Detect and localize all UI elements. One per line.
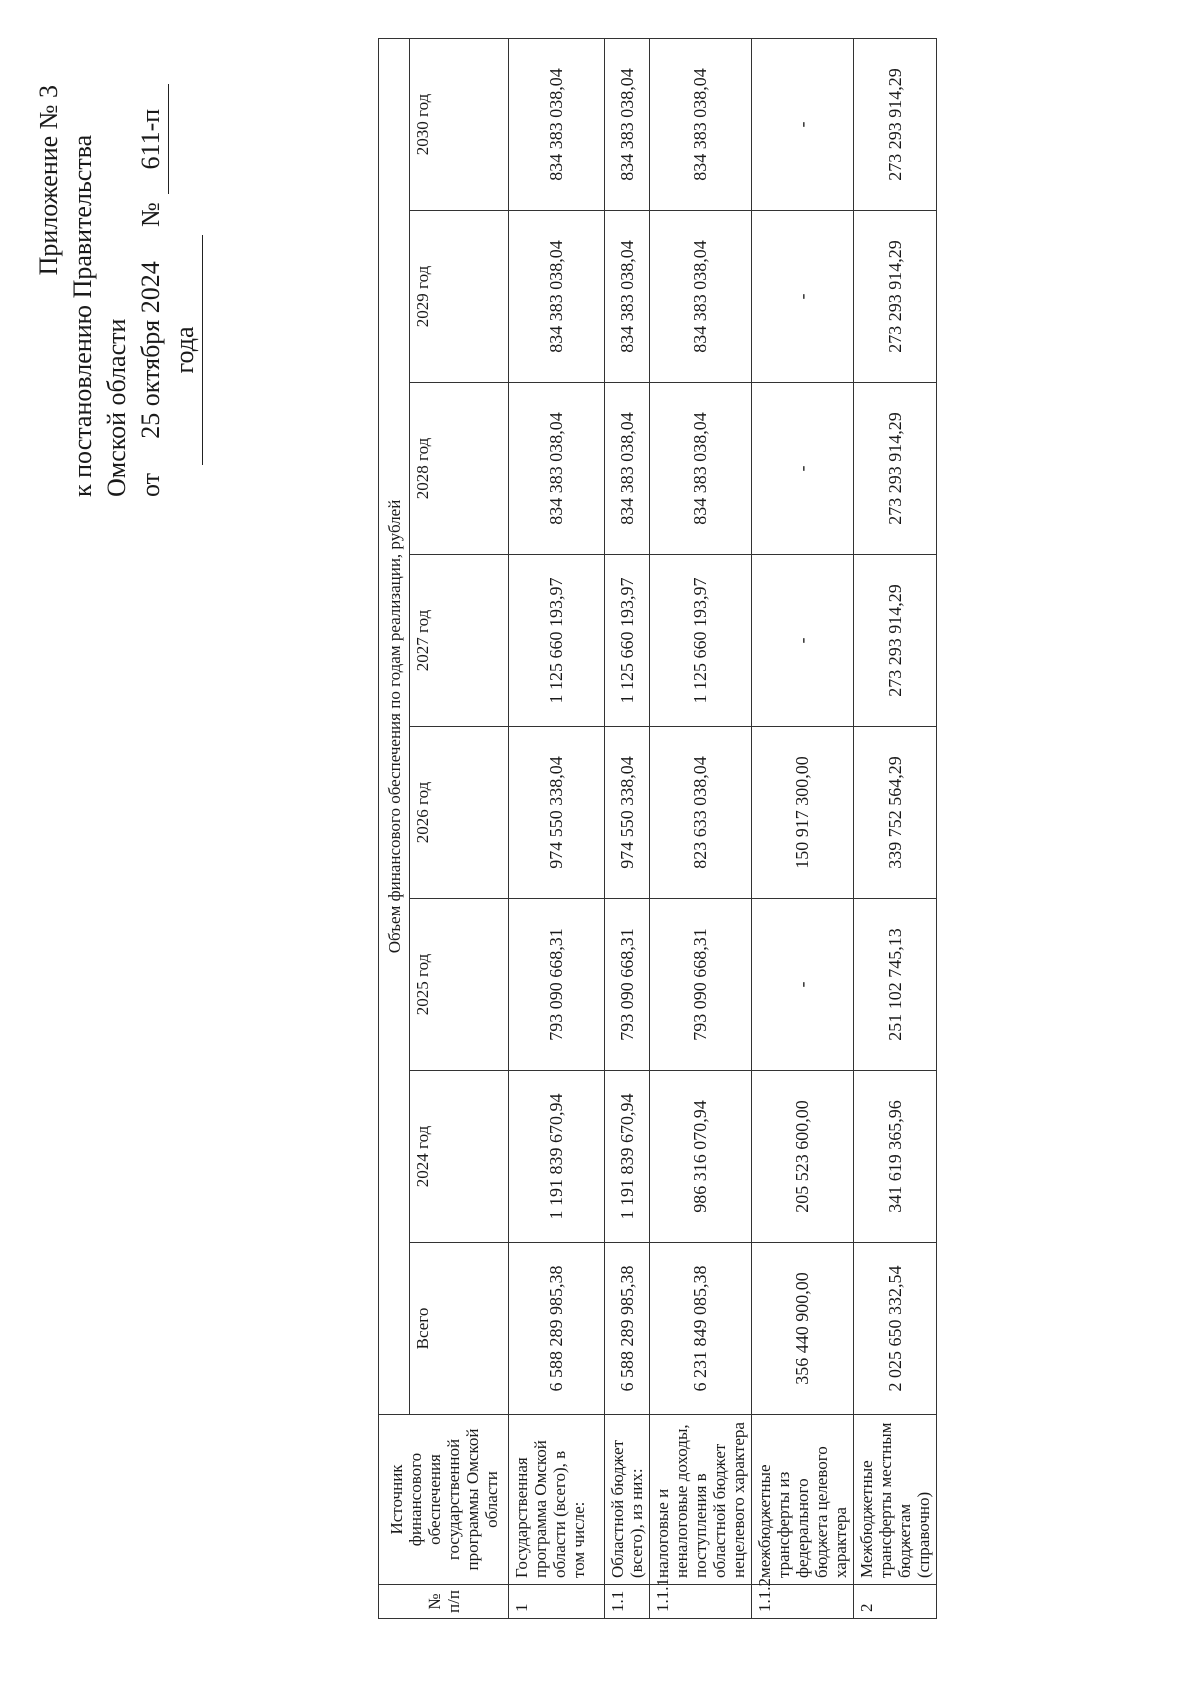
years-header-row — [410, 38, 509, 1618]
amount-cell: 834 383 038,04 — [605, 38, 650, 210]
resolution-date: 25 октября 2024 года — [134, 235, 203, 465]
column-header-source: Источник финансового обеспечения государственной программы Омской области — [379, 1415, 509, 1585]
amount-cell: 834 383 038,04 — [509, 211, 605, 383]
table-row — [650, 38, 752, 1618]
amount-cell: 986 316 070,94 — [650, 1071, 752, 1243]
row-number: 1.1.2 — [752, 1585, 854, 1619]
appendix-title: Приложение № 3 — [34, 85, 63, 276]
year-header: 2026 год — [410, 727, 509, 899]
number-label: № — [136, 202, 165, 227]
row-source: Межбюджетные трансферты местным бюджетам (справочно) — [854, 1415, 937, 1585]
amount-cell: 834 383 038,04 — [650, 211, 752, 383]
amount-cell: 974 550 338,04 — [605, 727, 650, 899]
row-source: Областной бюджет (всего), из них: — [605, 1415, 650, 1585]
row-number: 1.1 — [605, 1585, 650, 1619]
amount-cell: 834 383 038,04 — [650, 383, 752, 555]
amount-cell: 1 191 839 670,94 — [605, 1071, 650, 1243]
amount-cell: - — [752, 383, 854, 555]
amount-cell: - — [752, 555, 854, 727]
document-header — [32, 77, 203, 497]
amount-cell: 2 025 650 332,54 — [854, 1243, 937, 1415]
amount-cell: 823 633 038,04 — [650, 727, 752, 899]
year-header: 2024 год — [410, 1071, 509, 1243]
amount-cell: 793 090 668,31 — [605, 899, 650, 1071]
amount-cell: 273 293 914,29 — [854, 211, 937, 383]
amount-cell: 1 191 839 670,94 — [509, 1071, 605, 1243]
amount-cell: 150 917 300,00 — [752, 727, 854, 899]
amount-cell: 1 125 660 193,97 — [509, 555, 605, 727]
row-number: 1 — [509, 1585, 605, 1619]
table-row — [605, 38, 650, 1618]
amount-cell: - — [752, 38, 854, 210]
amount-cell: 6 588 289 985,38 — [605, 1243, 650, 1415]
row-source: межбюджетные трансферты из федерального бюджета целевого характера — [752, 1415, 854, 1585]
amount-cell: 834 383 038,04 — [605, 383, 650, 555]
amount-cell: 834 383 038,04 — [509, 383, 605, 555]
amount-cell: 251 102 745,13 — [854, 899, 937, 1071]
row-source: налоговые и неналоговые доходы, поступления в областной бюджет нецелевого характера — [650, 1415, 752, 1585]
amount-cell: 273 293 914,29 — [854, 555, 937, 727]
year-header: 2025 год — [410, 899, 509, 1071]
table-row — [752, 38, 854, 1618]
date-number-line — [134, 77, 203, 497]
amount-cell: 834 383 038,04 — [509, 38, 605, 210]
amount-cell: 273 293 914,29 — [854, 383, 937, 555]
amount-cell: 793 090 668,31 — [650, 899, 752, 1071]
amount-cell: 205 523 600,00 — [752, 1071, 854, 1243]
amount-cell: - — [752, 211, 854, 383]
resolution-reference: к постановлению Правительства Омской области — [68, 134, 131, 497]
amount-cell: 1 125 660 193,97 — [650, 555, 752, 727]
column-group-header: Объем финансового обеспечения по годам реализации, рублей — [379, 38, 410, 1414]
amount-cell: 339 752 564,29 — [854, 727, 937, 899]
amount-cell: 273 293 914,29 — [854, 38, 937, 210]
amount-cell: - — [752, 899, 854, 1071]
amount-cell: 834 383 038,04 — [650, 38, 752, 210]
amount-cell: 356 440 900,00 — [752, 1243, 854, 1415]
table-row — [854, 38, 937, 1618]
year-header: 2028 год — [410, 383, 509, 555]
year-header: 2029 год — [410, 211, 509, 383]
amount-cell: 6 588 289 985,38 — [509, 1243, 605, 1415]
amount-cell: 1 125 660 193,97 — [605, 555, 650, 727]
year-header: 2027 год — [410, 555, 509, 727]
resolution-number: 611-п — [134, 84, 169, 194]
row-number: 2 — [854, 1585, 937, 1619]
row-number: 1.1.1 — [650, 1585, 752, 1619]
amount-cell: 341 619 365,96 — [854, 1071, 937, 1243]
table-row — [509, 38, 605, 1618]
row-source: Государственная программа Омской области (всего), в том числе: — [509, 1415, 605, 1585]
year-header: 2030 год — [410, 38, 509, 210]
table-body — [509, 38, 937, 1618]
amount-cell: 793 090 668,31 — [509, 899, 605, 1071]
from-label: от — [136, 472, 165, 497]
amount-cell: 834 383 038,04 — [605, 211, 650, 383]
amount-cell: 974 550 338,04 — [509, 727, 605, 899]
year-header: Всего — [410, 1243, 509, 1415]
column-header-number: № п/п — [379, 1585, 509, 1619]
financing-table — [378, 38, 937, 1619]
amount-cell: 6 231 849 085,38 — [650, 1243, 752, 1415]
